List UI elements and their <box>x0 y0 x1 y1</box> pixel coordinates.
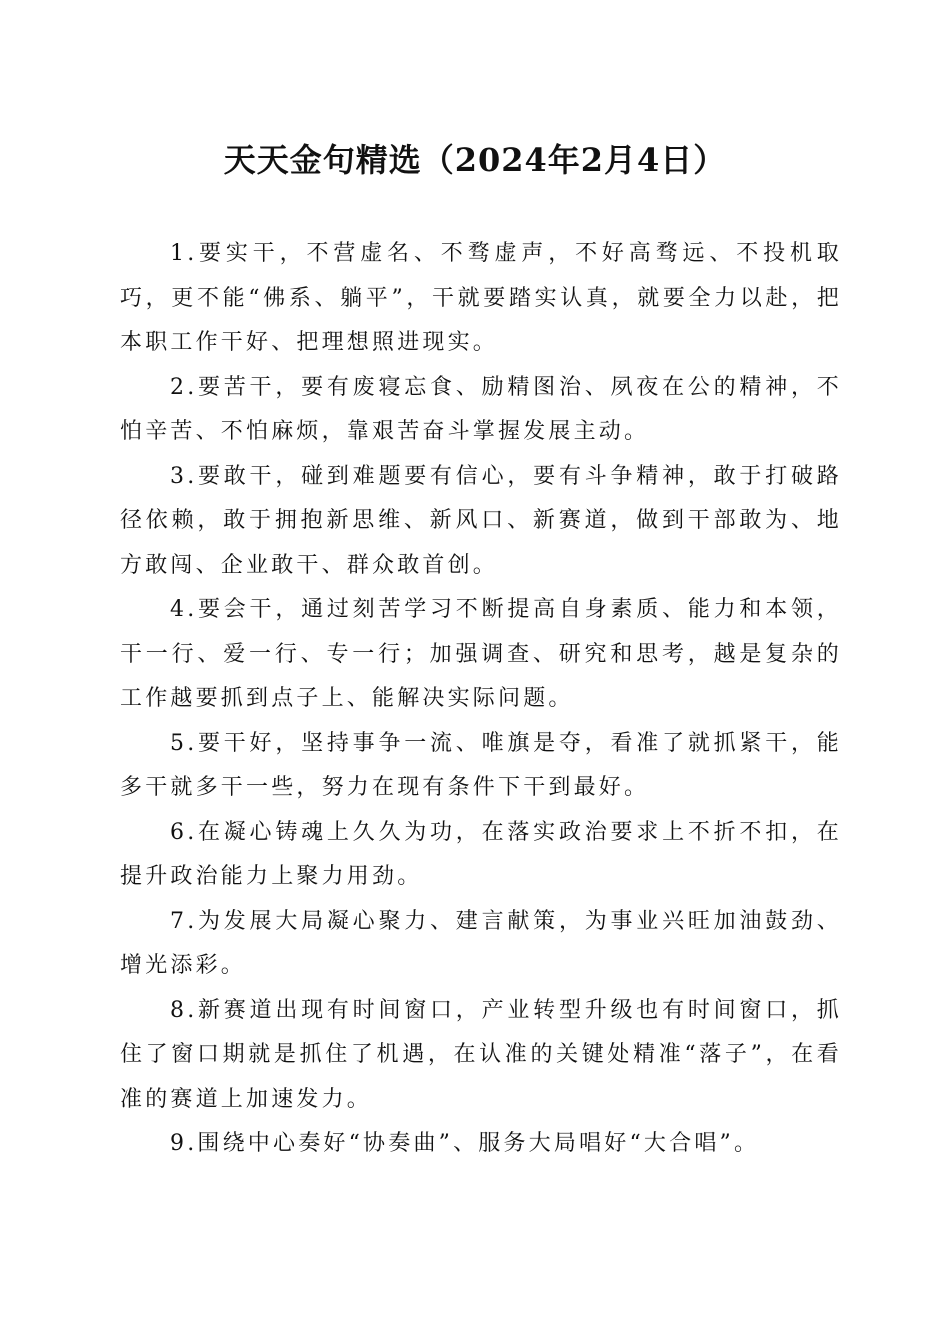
paragraph-9: 9.围绕中心奏好“协奏曲”、服务大局唱好“大合唱”。 <box>170 1131 760 1156</box>
paragraph-4: 4.要会干，通过刻苦学习不断提高自身素质、能力和本领，干一行、爱一行、专一行；加强调查、研究和思考，越是复杂的工作越要抓到点子上、能解决实际问题。 <box>120 597 842 711</box>
paragraph-8: 8.新赛道出现有时间窗口，产业转型升级也有时间窗口，抓住了窗口期就是抓住了机遇，在认准的关键处精准“落子”，在看准的赛道上加速发力。 <box>120 997 842 1112</box>
paragraph-2: 2.要苦干，要有废寝忘食、励精图治、夙夜在公的精神，不怕辛苦、不怕麻烦，靠艰苦奋斗掌握发展主动。 <box>120 374 842 444</box>
paragraph-6: 6.在凝心铸魂上久久为功，在落实政治要求上不折不扣，在提升政治能力上聚力用劲。 <box>120 819 842 889</box>
document-title: 天天金句精选（2024年2月4日） <box>223 141 727 179</box>
paragraph-5: 5.要干好，坚持事争一流、唯旗是夺，看准了就抓紧干，能多干就多干一些，努力在现有条件下干到最好。 <box>120 730 842 800</box>
paragraph-1: 1.要实干，不营虚名、不骛虚声，不好高骛远、不投机取巧，更不能“佛系、躺平”，干就要踏实认真，就要全力以赴，把本职工作干好、把理想照进现实。 <box>120 241 842 355</box>
paragraph-7: 7.为发展大局凝心聚力、建言献策，为事业兴旺加油鼓劲、增光添彩。 <box>120 908 842 978</box>
paragraph-3: 3.要敢干，碰到难题要有信心，要有斗争精神，敢于打破路径依赖，敢于拥抱新思维、新风口、新赛道，做到干部敢为、地方敢闯、企业敢干、群众敢首创。 <box>120 463 842 578</box>
document-body <box>120 232 842 1167</box>
